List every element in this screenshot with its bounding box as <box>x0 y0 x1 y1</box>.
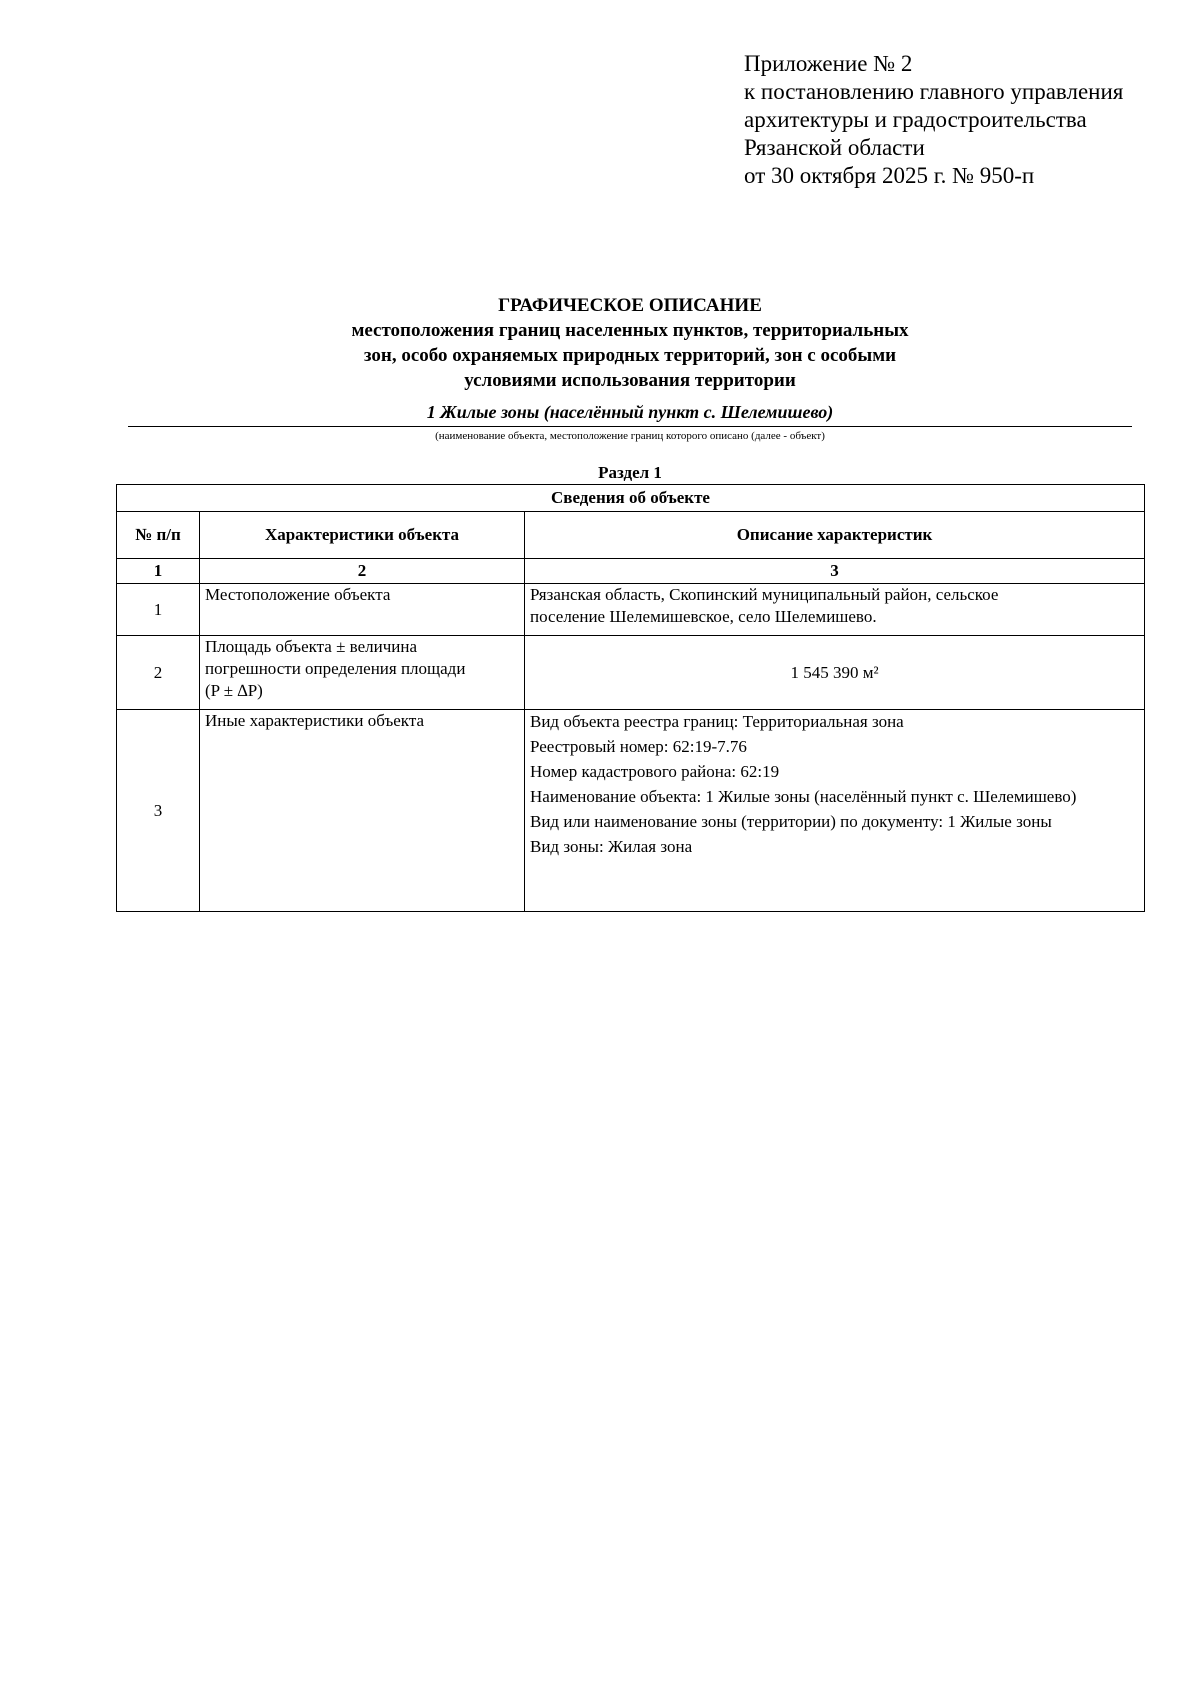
column-number: 3 <box>525 559 1145 584</box>
document-title: ГРАФИЧЕСКОЕ ОПИСАНИЕ <box>498 295 762 316</box>
table-caption-row <box>117 485 1145 512</box>
object-name-caption: (наименование объекта, местоположение границ которого описано (далее - объект) <box>435 430 825 442</box>
description-line: Вид или наименование зоны (территории) по документу: 1 Жилые зоны <box>530 812 1052 831</box>
table-row <box>117 710 1145 912</box>
appendix-block <box>744 50 1123 190</box>
appendix-line: к постановлению главного управления <box>744 79 1124 104</box>
document-subtitle-line: условиями использования территории <box>464 370 796 391</box>
table-header-row <box>117 512 1145 559</box>
row-number: 1 <box>117 584 200 636</box>
description-line: поселение Шелемишевское, село Шелемишево. <box>530 607 877 626</box>
row-description: 1 545 390 м² <box>525 636 1145 710</box>
section-title: Раздел 1 <box>598 463 662 482</box>
column-number-row <box>117 559 1145 584</box>
document-subtitle-line: зон, особо охраняемых природных территорий, зон с особыми <box>363 345 897 366</box>
object-name: 1 Жилые зоны (населённый пункт с. Шелемишево) <box>426 402 834 422</box>
document-subtitle-line: местоположения границ населенных пунктов, территориальных <box>351 320 909 341</box>
characteristic-line: (P ± ∆P) <box>205 681 263 700</box>
header-characteristic: Характеристики объекта <box>200 512 525 559</box>
object-info-table <box>116 484 1145 912</box>
description-line: Вид зоны: Жилая зона <box>530 837 693 856</box>
table-row <box>117 636 1145 710</box>
characteristic-line: погрешности определения площади <box>205 659 466 678</box>
column-number: 2 <box>200 559 525 584</box>
row-characteristic: Местоположение объекта <box>200 584 525 636</box>
characteristic-line: Площадь объекта ± величина <box>205 637 418 656</box>
row-characteristic <box>200 636 525 710</box>
row-number: 3 <box>117 710 200 912</box>
description-line: Наименование объекта: 1 Жилые зоны (населённый пункт с. Шелемишево) <box>530 787 1077 806</box>
table-caption: Сведения об объекте <box>117 485 1145 512</box>
appendix-line: архитектуры и градостроительства <box>744 107 1087 132</box>
description-line: Реестровый номер: 62:19-7.76 <box>530 737 747 756</box>
appendix-line: Рязанской области <box>744 135 925 160</box>
header-description: Описание характеристик <box>525 512 1145 559</box>
appendix-line: от 30 октября 2025 г. № 950-п <box>744 163 1035 188</box>
row-description <box>525 584 1145 636</box>
row-number: 2 <box>117 636 200 710</box>
row-characteristic: Иные характеристики объекта <box>200 710 525 912</box>
appendix-line: Приложение № 2 <box>744 51 913 76</box>
description-line: Номер кадастрового района: 62:19 <box>530 762 780 781</box>
column-number: 1 <box>117 559 200 584</box>
description-line: Вид объекта реестра границ: Территориальная зона <box>530 712 904 731</box>
object-name-underline <box>128 426 1132 427</box>
description-line: Рязанская область, Скопинский муниципальный район, сельское <box>530 585 999 604</box>
row-description <box>525 710 1145 912</box>
table-row <box>117 584 1145 636</box>
header-number: № п/п <box>117 512 200 559</box>
document-title-block <box>128 294 1132 393</box>
